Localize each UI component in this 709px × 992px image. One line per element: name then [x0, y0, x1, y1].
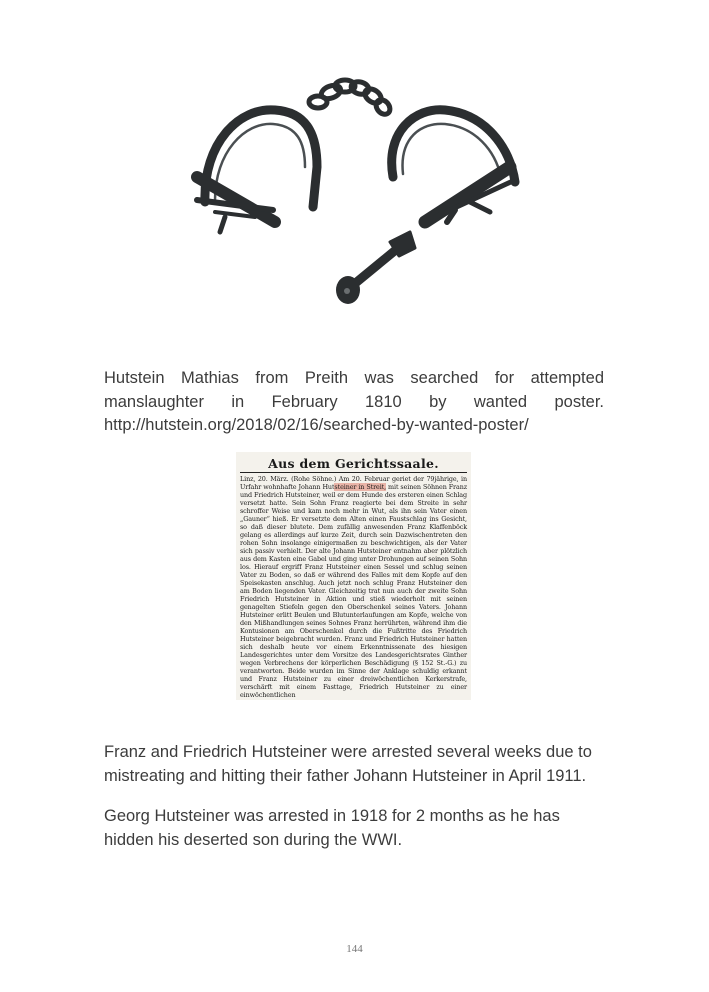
- paragraph-wanted-poster: [104, 367, 604, 438]
- clipping-headline: Aus dem Gerichtssaale.: [268, 456, 439, 471]
- paragraph-arrest-1911: Franz and Friedrich Hutsteiner were arrested several weeks due to mistreating and hitting their father Johann Hutsteiner in April 1911.: [104, 743, 592, 785]
- clipping-divider: [240, 472, 467, 473]
- clipping-text: Linz, 20. März. (Rohe Söhne.) Am 20. Februar geriet der 79jährige, in Urfahr wohnhafte Johann Hut: [240, 475, 467, 491]
- source-url: http://hutstein.org/2018/02/16/searched-by-wanted-poster/: [104, 416, 529, 434]
- clipping-text: mit seinen Söhnen Franz und Friedrich Hutsteiner, weil er dem Hunde des ersteren einen Schlag versetzt hatte. Sein Sohn Franz reagierte bei dem Streite in sehr schroffer Weise und kam noch mehr in Wut, als ihn sein Vater einen „Gauner“ hieß. Er versetzte dem Alten einen Faustschlag ins Gesicht, so daß dieser blutete. Dem zufällig anwesenden Franz Klaffenböck gelang es allerdings auf kurze Zeit, durch sein Dazwischentreten den rohen Sohn insolange einigermaßen zu beschwichtigen, als der Vater sich passiv verhielt. Der alte Johann Hutsteiner entnahm aber plötzlich aus dem Kasten eine Gabel und ging unter Drohungen auf seinen Sohn los. Hierauf ergriff Franz Hutsteiner einen Sessel und schlug seinen Vater zu Boden, so daß er während des Falles mit dem Kopfe auf den Speisekasten anschlug. Auch jetzt noch schlug Franz Hutsteiner den am Boden liegenden Vater. Gleichzeitig trat nun auch der zweite Sohn Friedrich Hutsteiner in Aktion und stieß wiederholt mit seinen genagelten Stiefeln gegen den Oberschenkel seines Vaters. Johann Hutsteiner erlitt Beulen und Blutunterlaufungen am Kopfe, welche von den Mißhandlungen seines Sohnes Franz herrührten, während ihm die Kontusionen am Oberschenkel durch die Fußtritte des Friedrich Hutsteiner beigebracht wurden. Franz und Friedrich Hutsteiner hatten sich deshalb heute vor einem Erkenntnissenate des hiesigen Landesgerichtes unter dem Vorsitze des Landesgerichtsrates Ginther wegen Verbrechens der körperlichen Beschädigung (§ 152 St.-G.) zu verantworten. Beide wurden im Sinne der Anklage schuldig erkannt und Franz Hutsteiner zu einer dreiwöchentlichen Kerkerstrafe, verschärft mit einem Fasttage, Friedrich Hutsteiner zu einer einwöchentlichen: [240, 483, 467, 699]
- iron-shackles-with-key-icon: [185, 72, 530, 312]
- clipping-body: [240, 475, 467, 699]
- paragraph-arrest-1918: Georg Hutsteiner was arrested in 1918 for 2 months as he has hidden his deserted son during the WWI.: [104, 807, 560, 849]
- paragraph-line: Hutstein Mathias from Preith was searched for attempted: [104, 369, 604, 387]
- newspaper-clipping: [236, 452, 471, 700]
- clipping-highlight: steiner in Streit,: [334, 483, 387, 491]
- paragraph-line: manslaughter in February 1810 by wanted poster.: [104, 392, 604, 411]
- page-number: 144: [346, 943, 363, 955]
